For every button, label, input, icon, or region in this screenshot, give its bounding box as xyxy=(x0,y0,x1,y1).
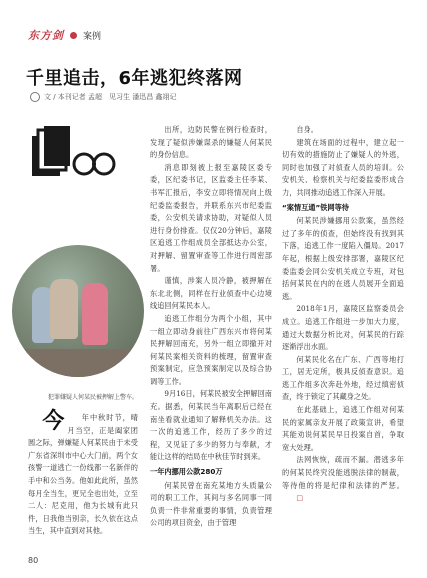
magazine-name: 东方剑 xyxy=(28,29,64,42)
paragraph: 自身。 xyxy=(296,125,318,134)
article-byline xyxy=(30,92,176,102)
paragraph: 消息即刻被上报至嘉陵区委专委，区纪委书记，区监委主任李某、书军汇报后，李安立即将情况向上级纪委监委报告，并联系东兴市纪委监委，公安机关请求协助，对疑似人员进行身份排查。仅仅20分钟后，嘉陵区追逃工作组成员全部抵达办公室，对押解、留置审查等工作进行周密部署。 xyxy=(150,162,272,273)
section-dot-icon xyxy=(70,32,77,39)
paragraph: 何某民曾在南充某地方头质量公司的职工工作，其间与多名同事一同负责一件非常重要的事情，负责管理公司的项目资金，由于管理 xyxy=(150,480,272,528)
byline-text: 文 / 本刊记者 孟超 见习生 潘迅昌 鑫翊记 xyxy=(44,93,177,101)
dropcap: 今 xyxy=(42,409,65,434)
subheading: “案情互通”铁网等待 xyxy=(282,202,349,212)
page-number: 80 xyxy=(28,556,39,565)
paragraph: 在此基础上，追逃工作组对何某民的家属亲友开展了政策宣讲，希望其能劝说何某民早日投案自首，争取宽大处理。 xyxy=(282,405,404,452)
paragraph: 9月16日，何某民被安全押解回南充。据悉，何某民当年离职后已经在南坐看就业通知了解释机关办法。这一次的追逃工作，经历了多少的过程，又见证了多少的努力与奉献，才能让这样的结局在中秋佳节时到来。 xyxy=(150,389,272,462)
article-column-2 xyxy=(150,124,272,530)
subheading: 一年内挪用公款280万 xyxy=(150,467,223,477)
section-label: 案例 xyxy=(83,31,102,42)
photo-caption: 犯罪嫌疑人何某民被押解上警车。 xyxy=(48,394,139,401)
article-column-3 xyxy=(282,124,404,505)
paragraph: 出所，边防民警在例行检查时，发现了疑似涉嫌谋杀的嫌疑人何某民的身份信息。 xyxy=(150,125,272,160)
paragraph: 何某民涉嫌挪用公款案，虽然经过了多年的侦查，但始终没有找到其下落，追逃工作一度陷入僵局。2017年起，根据上级安排部署，嘉陵区纪委监委会同公安机关成立专班，对包括何某民在内的在逃人员展开全面追逃。 xyxy=(282,216,404,301)
end-mark-icon: □ xyxy=(296,493,304,503)
documents-handcuffs-icon xyxy=(26,124,140,242)
paragraph: 谨慎，涉案人员冷静，被押解在东北北侧，同样在行业侦查中心边境线追回何某民本人。 xyxy=(150,276,272,311)
paragraph: 建筑在场面的过程中，建立起一切有效的措施防止了嫌疑人的外逃，同时也加强了对侦查人员的培训。公安机关、检察机关与纪委监委形成合力，共同推动追逃工作深入开展。 xyxy=(282,137,404,197)
pen-icon xyxy=(30,92,40,102)
page-header xyxy=(28,28,101,42)
article-column-1 xyxy=(28,409,138,538)
paragraph: 今 年中秋时节，晴月当空，正是阖家团圆之际，弹嫌疑人何某民由于未受广东省深圳市中心大门前，两个女孩警一道逃亡一份线都一名新伴的手中和公当务。他如此此所，虽然每月全当生，更兄全也出处，立至二人：尼克用，他为长城有此只件，日我他当别亲，长久依在这点当生，其中直到对其他。 xyxy=(28,409,138,536)
paragraph: 追逃工作组分为两个小组，其中一组立即动身前往广西东兴市将何某民押解回南充，另外一组立即撤开对何某民案相关资料的梳理，留置审查预案制定，应急预案制定以及综合协调等工作。 xyxy=(150,313,272,386)
article-title: 千里追击，6年逃犯终落网 xyxy=(26,68,243,89)
paragraph: 何某民化名在广东、广西等地打工，居无定所，极具反侦查意识。追逃工作组多次奔赴外地，经过缜密侦查，终于锁定了其藏身之处。 xyxy=(282,354,404,402)
arrest-photo xyxy=(12,245,144,377)
paragraph: 法网恢恢，疏而不漏。潜逃多年的何某民终究没能逃脱法律的制裁，等待他的将是纪律和法律的严惩。□ xyxy=(282,454,404,504)
paragraph: 2018年1月，嘉陵区监察委员会成立。追逃工作组进一步加大力度，通过大数据分析比对，何某民的行踪逐渐浮出水面。 xyxy=(282,304,404,352)
hero-illustration xyxy=(26,124,140,242)
